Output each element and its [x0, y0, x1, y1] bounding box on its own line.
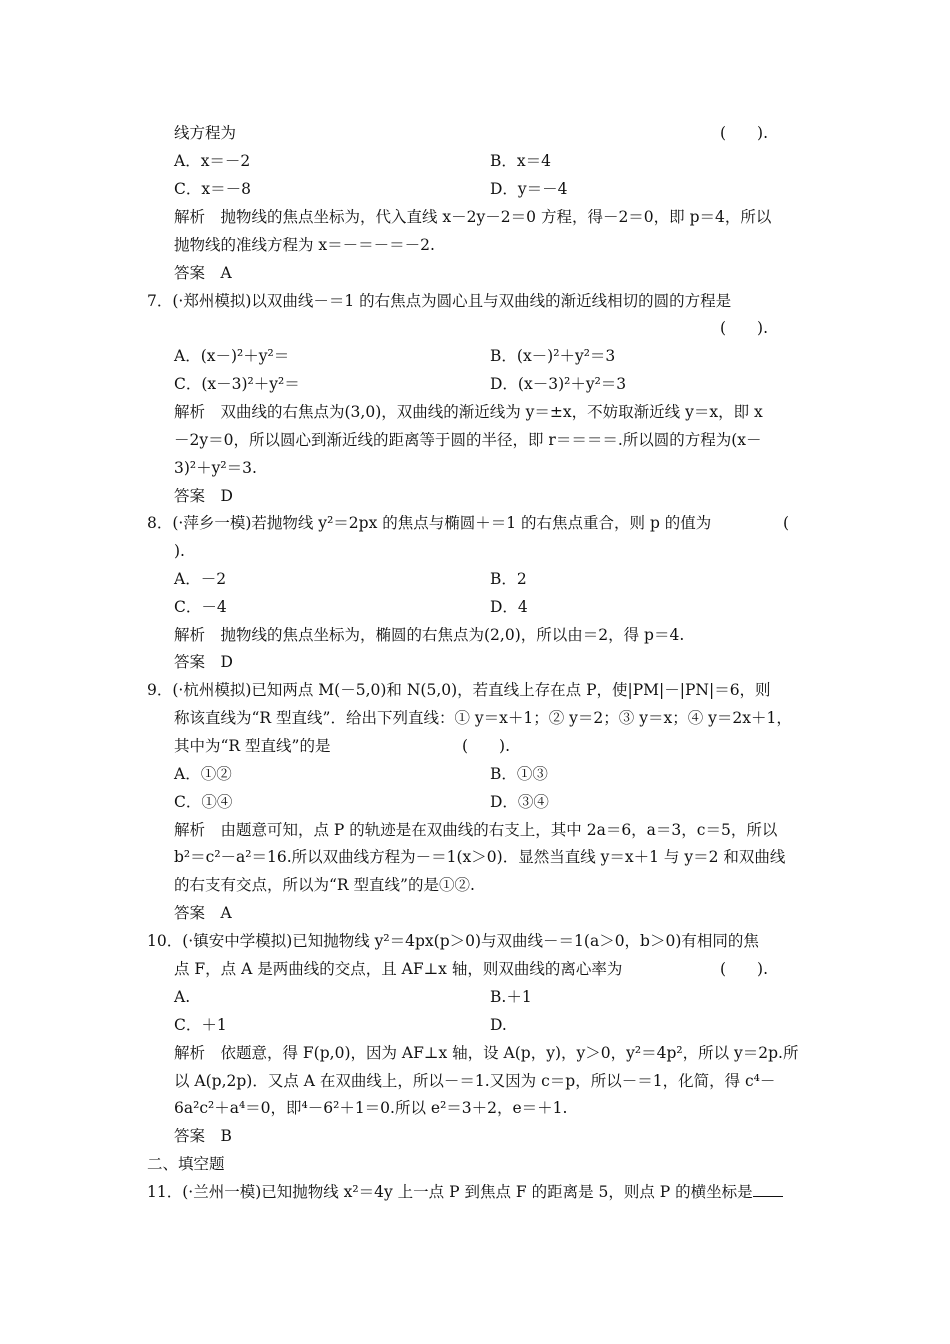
p6-answer: 答案 A: [174, 264, 232, 282]
section-heading-fill-in: 二、填空题: [147, 1155, 225, 1173]
p6-option-c: C．x＝－8: [174, 180, 251, 198]
p9-stem-line2: 称该直线为“R 型直线”．给出下列直线：① y＝x＋1；② y＝2；③ y＝x；④ y＝2x＋1，: [174, 709, 792, 727]
p8-option-c: C．－4: [174, 598, 227, 616]
p9-option-a: A．①②: [174, 765, 232, 783]
p10-option-b: B.＋1: [490, 988, 532, 1006]
p10-answer: 答案 B: [174, 1127, 232, 1145]
p7-solution-line1: 解析 双曲线的右焦点为(3,0)，双曲线的渐近线为 y＝±x，不妨取渐近线 y＝x，即 x: [174, 403, 763, 421]
p8-option-b: B．2: [490, 570, 527, 588]
p6-stem-cont: 线方程为: [174, 124, 237, 142]
p9-answer: 答案 A: [174, 904, 232, 922]
p8-stem-cont: ).: [174, 542, 185, 560]
p9-option-c: C．①④: [174, 793, 233, 811]
p7-option-b: B．(x－)²＋y²＝3: [490, 347, 616, 365]
p9-stem-line3: 其中为“R 型直线”的是: [174, 737, 331, 755]
p10-option-a: A.: [174, 988, 191, 1006]
p6-option-d: D．y＝－4: [490, 180, 568, 198]
p6-option-a: A．x＝－2: [174, 152, 251, 170]
p11-answer-blank: [753, 1182, 783, 1197]
p7-answer: 答案 D: [174, 487, 233, 505]
p10-option-d: D.: [490, 1016, 507, 1034]
p6-solution-line2: 抛物线的准线方程为 x＝－＝－＝－2.: [174, 236, 435, 254]
p9-answer-paren: ( ).: [462, 737, 511, 755]
p10-solution-line1: 解析 依题意，得 F(p,0)，因为 AF⊥x 轴，设 A(p，y)，y＞0，y²＝4p²，所以 y＝2p.所: [174, 1044, 799, 1062]
p8-option-d: D．4: [490, 598, 528, 616]
p9-option-b: B．①③: [490, 765, 548, 783]
p10-answer-paren: ( ).: [720, 960, 769, 978]
p6-answer-paren: ( ).: [720, 124, 769, 142]
p7-option-c: C．(x－3)²＋y²＝: [174, 375, 300, 393]
p8-answer: 答案 D: [174, 653, 233, 671]
p7-option-a: A．(x－)²＋y²＝: [174, 347, 290, 365]
p7-stem: 7．(·郑州模拟)以双曲线－＝1 的右焦点为圆心且与双曲线的渐近线相切的圆的方程是: [147, 292, 732, 310]
p9-solution-line3: 的右支有交点，所以为“R 型直线”的是①②.: [174, 876, 475, 894]
p8-option-a: A．－2: [174, 570, 227, 588]
p9-solution-line2: b²＝c²－a²＝16.所以双曲线方程为－＝1(x＞0)．显然当直线 y＝x＋1 与 y＝2 和双曲线: [174, 848, 786, 866]
p8-stem: 8．(·萍乡一模)若抛物线 y²＝2px 的焦点与椭圆＋＝1 的右焦点重合，则 p 的值为: [147, 514, 712, 532]
p11-stem-text: 11．(·兰州一模)已知抛物线 x²＝4y 上一点 P 到焦点 F 的距离是 5，则点 P 的横坐标是: [147, 1183, 753, 1201]
p8-solution-line1: 解析 抛物线的焦点坐标为，椭圆的右焦点为(2,0)，所以由＝2，得 p＝4.: [174, 626, 685, 644]
p10-solution-line2: 以 A(p,2p)．又点 A 在双曲线上，所以－＝1.又因为 c＝p，所以－＝1，化简，得 c⁴－: [174, 1072, 776, 1090]
p9-option-d: D．③④: [490, 793, 549, 811]
p7-answer-paren: ( ).: [720, 319, 769, 337]
p10-solution-line3: 6a²c²＋a⁴＝0，即⁴－6²＋1＝0.所以 e²＝3＋2，e＝＋1.: [174, 1099, 568, 1117]
p11-stem: [147, 1182, 783, 1202]
p8-answer-paren-open: (: [783, 514, 790, 532]
p9-solution-line1: 解析 由题意可知，点 P 的轨迹是在双曲线的右支上，其中 2a＝6，a＝3，c＝5，所以: [174, 821, 778, 839]
p9-stem-line1: 9．(·杭州模拟)已知两点 M(－5,0)和 N(5,0)，若直线上存在点 P，使|PM|－|PN|＝6，则: [147, 681, 771, 699]
p10-option-c: C．＋1: [174, 1016, 227, 1034]
p7-solution-line3: 3)²＋y²＝3.: [174, 459, 257, 477]
p10-stem-line2: 点 F，点 A 是两曲线的交点，且 AF⊥x 轴，则双曲线的离心率为: [174, 960, 623, 978]
p6-option-b: B．x＝4: [490, 152, 551, 170]
p7-solution-line2: －2y＝0，所以圆心到渐近线的距离等于圆的半径，即 r＝＝＝＝.所以圆的方程为(x－: [174, 431, 762, 449]
p7-option-d: D．(x－3)²＋y²＝3: [490, 375, 627, 393]
p6-solution-line1: 解析 抛物线的焦点坐标为，代入直线 x－2y－2＝0 方程，得－2＝0，即 p＝4，所以: [174, 208, 772, 226]
p10-stem-line1: 10．(·镇安中学模拟)已知抛物线 y²＝4px(p＞0)与双曲线－＝1(a＞0，b＞0)有相同的焦: [147, 932, 759, 950]
